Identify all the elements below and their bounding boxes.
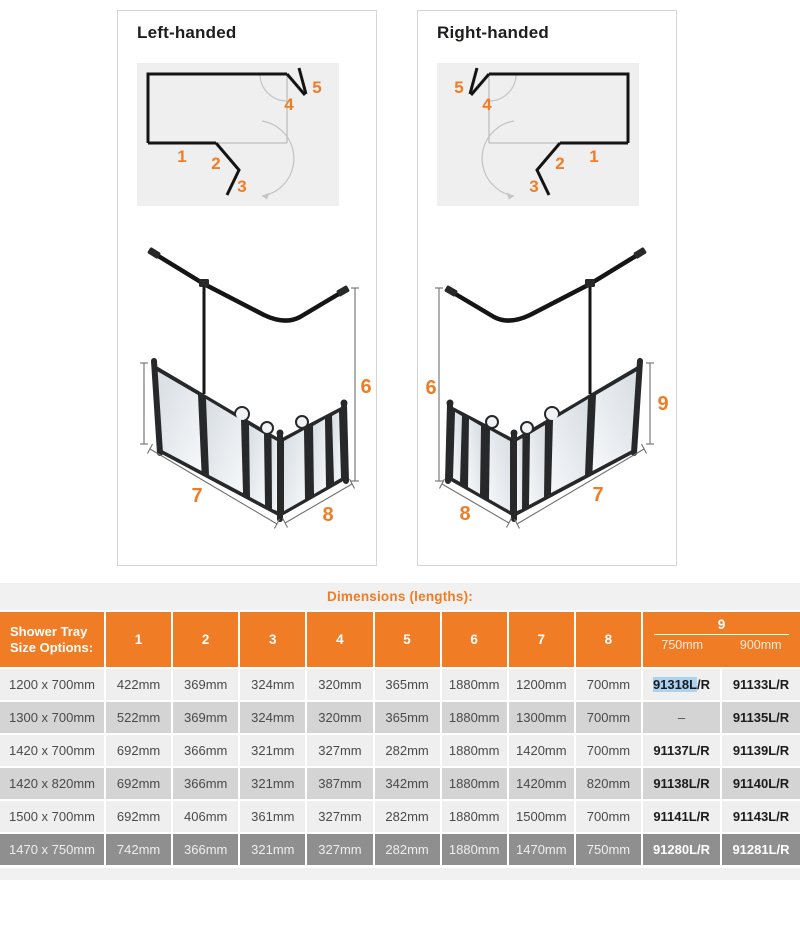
table-cell: 321mm bbox=[240, 768, 305, 799]
table-cell: 406mm bbox=[173, 801, 238, 832]
left-handed-diagram bbox=[118, 11, 376, 565]
card-title-right: Right-handed bbox=[437, 23, 549, 42]
elev-label-height: 6 bbox=[360, 376, 372, 398]
selected-text: 91318L bbox=[652, 677, 698, 692]
table-cell: 342mm bbox=[375, 768, 440, 799]
column-header-6: 6 bbox=[442, 612, 507, 667]
table-cell: 282mm bbox=[375, 801, 440, 832]
column-header-7: 7 bbox=[509, 612, 574, 667]
plan-label-2: 2 bbox=[555, 154, 565, 173]
product-code-cell: 91141L/R bbox=[643, 801, 720, 832]
elev-label-height: 6 bbox=[425, 377, 437, 399]
column-header-1: 1 bbox=[106, 612, 171, 667]
table-cell: 422mm bbox=[106, 669, 171, 700]
elev-label-long-side: 7 bbox=[592, 484, 604, 506]
table-heading: Dimensions (lengths): bbox=[327, 589, 473, 604]
table-cell: 321mm bbox=[240, 834, 305, 865]
table-cell: 369mm bbox=[173, 702, 238, 733]
table-cell: 320mm bbox=[307, 669, 372, 700]
table-cell: 369mm bbox=[173, 669, 238, 700]
elevation-left bbox=[140, 247, 372, 529]
table-cell: 320mm bbox=[307, 702, 372, 733]
plan-label-1: 1 bbox=[589, 147, 599, 166]
product-code-cell: 91138L/R bbox=[643, 768, 720, 799]
plan-label-1: 1 bbox=[177, 147, 187, 166]
row-header-cell: 1300 x 700mm bbox=[0, 702, 104, 733]
table-cell: 750mm bbox=[576, 834, 641, 865]
floor-plan-left bbox=[137, 63, 339, 206]
table-cell: 327mm bbox=[307, 735, 372, 766]
table-footer-band bbox=[0, 868, 800, 880]
column-header-9-label: 9 bbox=[717, 617, 726, 632]
table-cell: 366mm bbox=[173, 768, 238, 799]
column-header-3: 3 bbox=[240, 612, 305, 667]
column-header-750mm: 750mm bbox=[661, 638, 704, 652]
right-handed-diagram bbox=[418, 11, 676, 565]
elev-label-short-side: 8 bbox=[322, 504, 334, 526]
table-cell: 1880mm bbox=[442, 801, 507, 832]
table-cell: 700mm bbox=[576, 702, 641, 733]
product-code-cell: 91139L/R bbox=[722, 735, 800, 766]
table-cell: 366mm bbox=[173, 735, 238, 766]
column-header-8: 8 bbox=[576, 612, 641, 667]
table-cell: 387mm bbox=[307, 768, 372, 799]
column-header-9-divider bbox=[654, 634, 789, 635]
column-header-900mm: 900mm bbox=[739, 638, 782, 652]
table-cell: – bbox=[643, 702, 720, 733]
row-header-cell: 1200 x 700mm bbox=[0, 669, 104, 700]
floor-plan-right bbox=[437, 63, 639, 206]
plan-label-5: 5 bbox=[454, 78, 464, 97]
table-cell: 1880mm bbox=[442, 768, 507, 799]
column-header-5: 5 bbox=[375, 612, 440, 667]
table-cell: 324mm bbox=[240, 669, 305, 700]
product-code-cell: 91137L/R bbox=[643, 735, 720, 766]
table-cell: 700mm bbox=[576, 669, 641, 700]
table-cell: 1880mm bbox=[442, 669, 507, 700]
table-cell: 282mm bbox=[375, 834, 440, 865]
left-handed-card bbox=[117, 10, 377, 566]
table-cell: 820mm bbox=[576, 768, 641, 799]
table-cell: 366mm bbox=[173, 834, 238, 865]
table-cell: 1880mm bbox=[442, 735, 507, 766]
table-cell: 1880mm bbox=[442, 834, 507, 865]
plan-label-4: 4 bbox=[482, 95, 492, 114]
dimensions-table bbox=[0, 612, 800, 865]
plan-label-2: 2 bbox=[211, 154, 221, 173]
product-code-cell: 91280L/R bbox=[643, 834, 720, 865]
table-cell: 365mm bbox=[375, 669, 440, 700]
table-cell: 692mm bbox=[106, 801, 171, 832]
column-header-tray-size: Shower Tray Size Options: bbox=[0, 612, 104, 667]
table-cell: 327mm bbox=[307, 834, 372, 865]
table-cell: 700mm bbox=[576, 801, 641, 832]
product-code-cell: 91140L/R bbox=[722, 768, 800, 799]
table-cell: 1420mm bbox=[509, 768, 574, 799]
table-cell: 365mm bbox=[375, 702, 440, 733]
plan-label-3: 3 bbox=[237, 177, 247, 196]
table-cell: 1500mm bbox=[509, 801, 574, 832]
table-cell: 324mm bbox=[240, 702, 305, 733]
table-cell: 700mm bbox=[576, 735, 641, 766]
elev-label-short-side: 8 bbox=[459, 503, 471, 525]
column-header-2: 2 bbox=[173, 612, 238, 667]
right-handed-card bbox=[417, 10, 677, 566]
table-cell: 1880mm bbox=[442, 702, 507, 733]
product-code-cell: 91281L/R bbox=[722, 834, 800, 865]
table-cell: 361mm bbox=[240, 801, 305, 832]
plan-label-3: 3 bbox=[529, 177, 539, 196]
table-cell: 1470mm bbox=[509, 834, 574, 865]
table-cell: 327mm bbox=[307, 801, 372, 832]
row-header-cell: 1500 x 700mm bbox=[0, 801, 104, 832]
table-cell: 321mm bbox=[240, 735, 305, 766]
elev-label-long-side: 7 bbox=[191, 485, 203, 507]
table-cell: 522mm bbox=[106, 702, 171, 733]
column-header-9 bbox=[643, 612, 800, 667]
table-cell: 1420mm bbox=[509, 735, 574, 766]
elev-label-panel-height: 9 bbox=[657, 393, 669, 415]
table-cell: 1300mm bbox=[509, 702, 574, 733]
elevation-right bbox=[425, 247, 668, 529]
plan-label-4: 4 bbox=[284, 95, 294, 114]
row-header-cell: 1420 x 700mm bbox=[0, 735, 104, 766]
product-code-cell: 91143L/R bbox=[722, 801, 800, 832]
card-title-left: Left-handed bbox=[137, 23, 237, 42]
product-code-cell: 91135L/R bbox=[722, 702, 800, 733]
table-cell: 1200mm bbox=[509, 669, 574, 700]
product-code-cell: 91133L/R bbox=[722, 669, 800, 700]
plan-label-5: 5 bbox=[312, 78, 322, 97]
table-heading-band bbox=[0, 583, 800, 610]
table-cell: 742mm bbox=[106, 834, 171, 865]
column-header-4: 4 bbox=[307, 612, 372, 667]
table-cell: 692mm bbox=[106, 768, 171, 799]
row-header-cell: 1420 x 820mm bbox=[0, 768, 104, 799]
table-cell: 692mm bbox=[106, 735, 171, 766]
row-header-cell: 1470 x 750mm bbox=[0, 834, 104, 865]
table-cell: 282mm bbox=[375, 735, 440, 766]
product-code-cell: 91318L /R bbox=[643, 669, 720, 700]
